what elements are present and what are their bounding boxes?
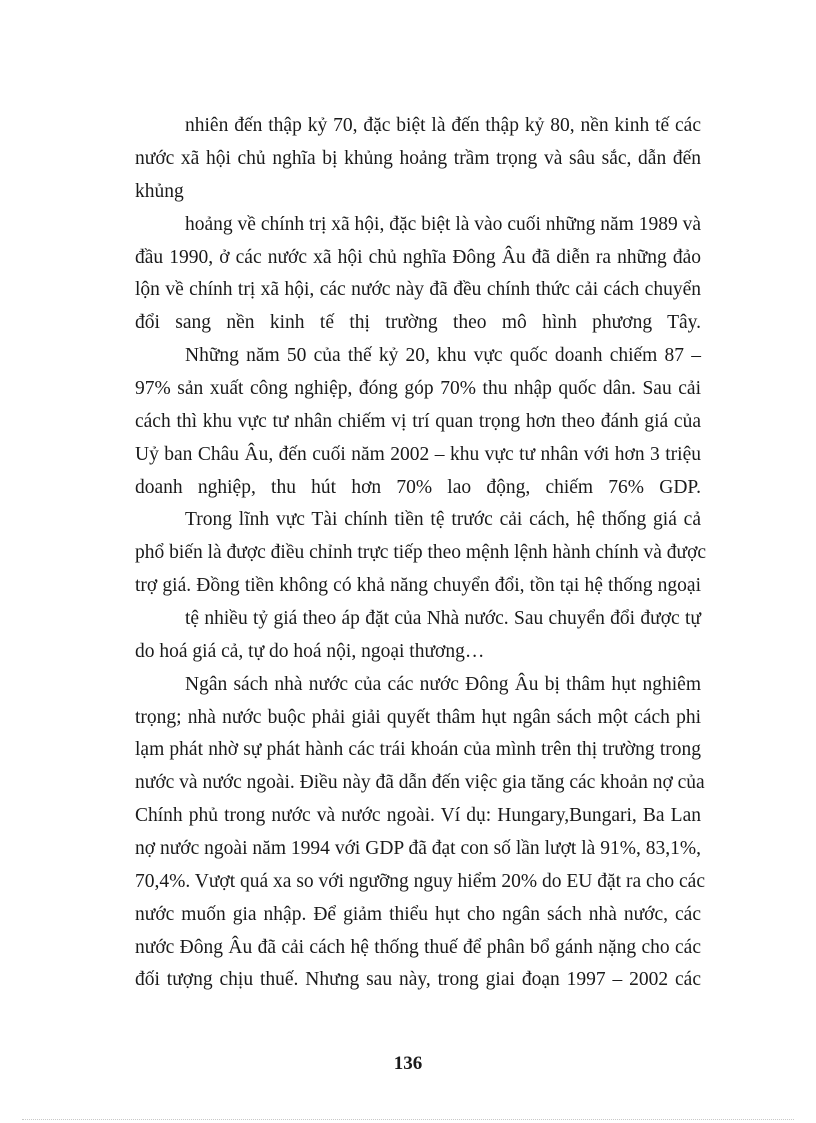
text-line: 70,4%. Vượt quá xa so với ngưỡng nguy hiểm 20% do EU đặt ra cho các	[135, 871, 705, 892]
text-line: Chính phủ trong nước và nước ngoài. Ví dụ: Hungary,Bungari, Ba Lan	[135, 805, 701, 826]
text-line: đổi sang nền kinh tế thị trường theo mô hình phương Tây.	[135, 312, 701, 333]
text-line: Ngân sách nhà nước của các nước Đông Âu bị thâm hụt nghiêm	[185, 674, 701, 695]
text-line: lạm phát nhờ sự phát hành các trái khoán của mình trên thị trường trong	[135, 739, 701, 760]
text-line: phổ biến là được điều chỉnh trực tiếp theo mệnh lệnh hành chính và được	[135, 542, 707, 563]
text-line: trợ giá. Đồng tiền không có khả năng chuyển đổi, tồn tại hệ thống ngoại	[135, 575, 701, 596]
text-line: nước muốn gia nhập. Để giảm thiểu hụt cho ngân sách nhà nước, các	[135, 904, 701, 925]
text-line: khủng	[135, 181, 184, 202]
text-line: doanh nghiệp, thu hút hơn 70% lao động, chiếm 76% GDP.	[135, 477, 701, 498]
text-line: 97% sản xuất công nghiệp, đóng góp 70% thu nhập quốc dân. Sau cải	[135, 378, 701, 399]
text-line: nợ nước ngoài năm 1994 với GDP đã đạt con số lần lượt là 91%, 83,1%,	[135, 838, 701, 859]
text-line: nước và nước ngoài. Điều này đã dẫn đến việc gia tăng các khoản nợ của	[135, 772, 705, 793]
text-line: Uỷ ban Châu Âu, đến cuối năm 2002 – khu vực tư nhân với hơn 3 triệu	[135, 444, 701, 465]
text-line: hoảng về chính trị xã hội, đặc biệt là vào cuối những năm 1989 và	[185, 214, 701, 235]
text-line: nhiên đến thập kỷ 70, đặc biệt là đến thập kỷ 80, nền kinh tế các	[185, 115, 701, 136]
text-line: tệ nhiều tỷ giá theo áp đặt của Nhà nước. Sau chuyển đổi được tự	[185, 608, 701, 629]
page-number: 136	[393, 1053, 423, 1074]
text-line: đối tượng chịu thuế. Nhưng sau này, trong giai đoạn 1997 – 2002 các	[135, 969, 701, 990]
text-line: đầu 1990, ở các nước xã hội chủ nghĩa Đông Âu đã diễn ra những đảo	[135, 247, 701, 268]
footer-divider	[22, 1119, 794, 1120]
text-line: do hoá giá cả, tự do hoá nội, ngoại thương…	[135, 641, 485, 662]
text-line: trọng; nhà nước buộc phải giải quyết thâm hụt ngân sách một cách phi	[135, 707, 701, 728]
text-line: Trong lĩnh vực Tài chính tiền tệ trước cải cách, hệ thống giá cả	[185, 509, 701, 530]
text-line: nước xã hội chủ nghĩa bị khủng hoảng trầm trọng và sâu sắc, dẫn đến	[135, 148, 701, 169]
text-line: nước Đông Âu đã cải cách hệ thống thuế để phân bổ gánh nặng cho các	[135, 937, 701, 958]
text-line: cách thì khu vực tư nhân chiếm vị trí quan trọng hơn theo đánh giá của	[135, 411, 701, 432]
text-line: Những năm 50 của thế kỷ 20, khu vực quốc doanh chiếm 87 –	[185, 345, 701, 366]
text-line: lộn về chính trị xã hội, các nước này đã đều chính thức cải cách chuyển	[135, 279, 701, 300]
